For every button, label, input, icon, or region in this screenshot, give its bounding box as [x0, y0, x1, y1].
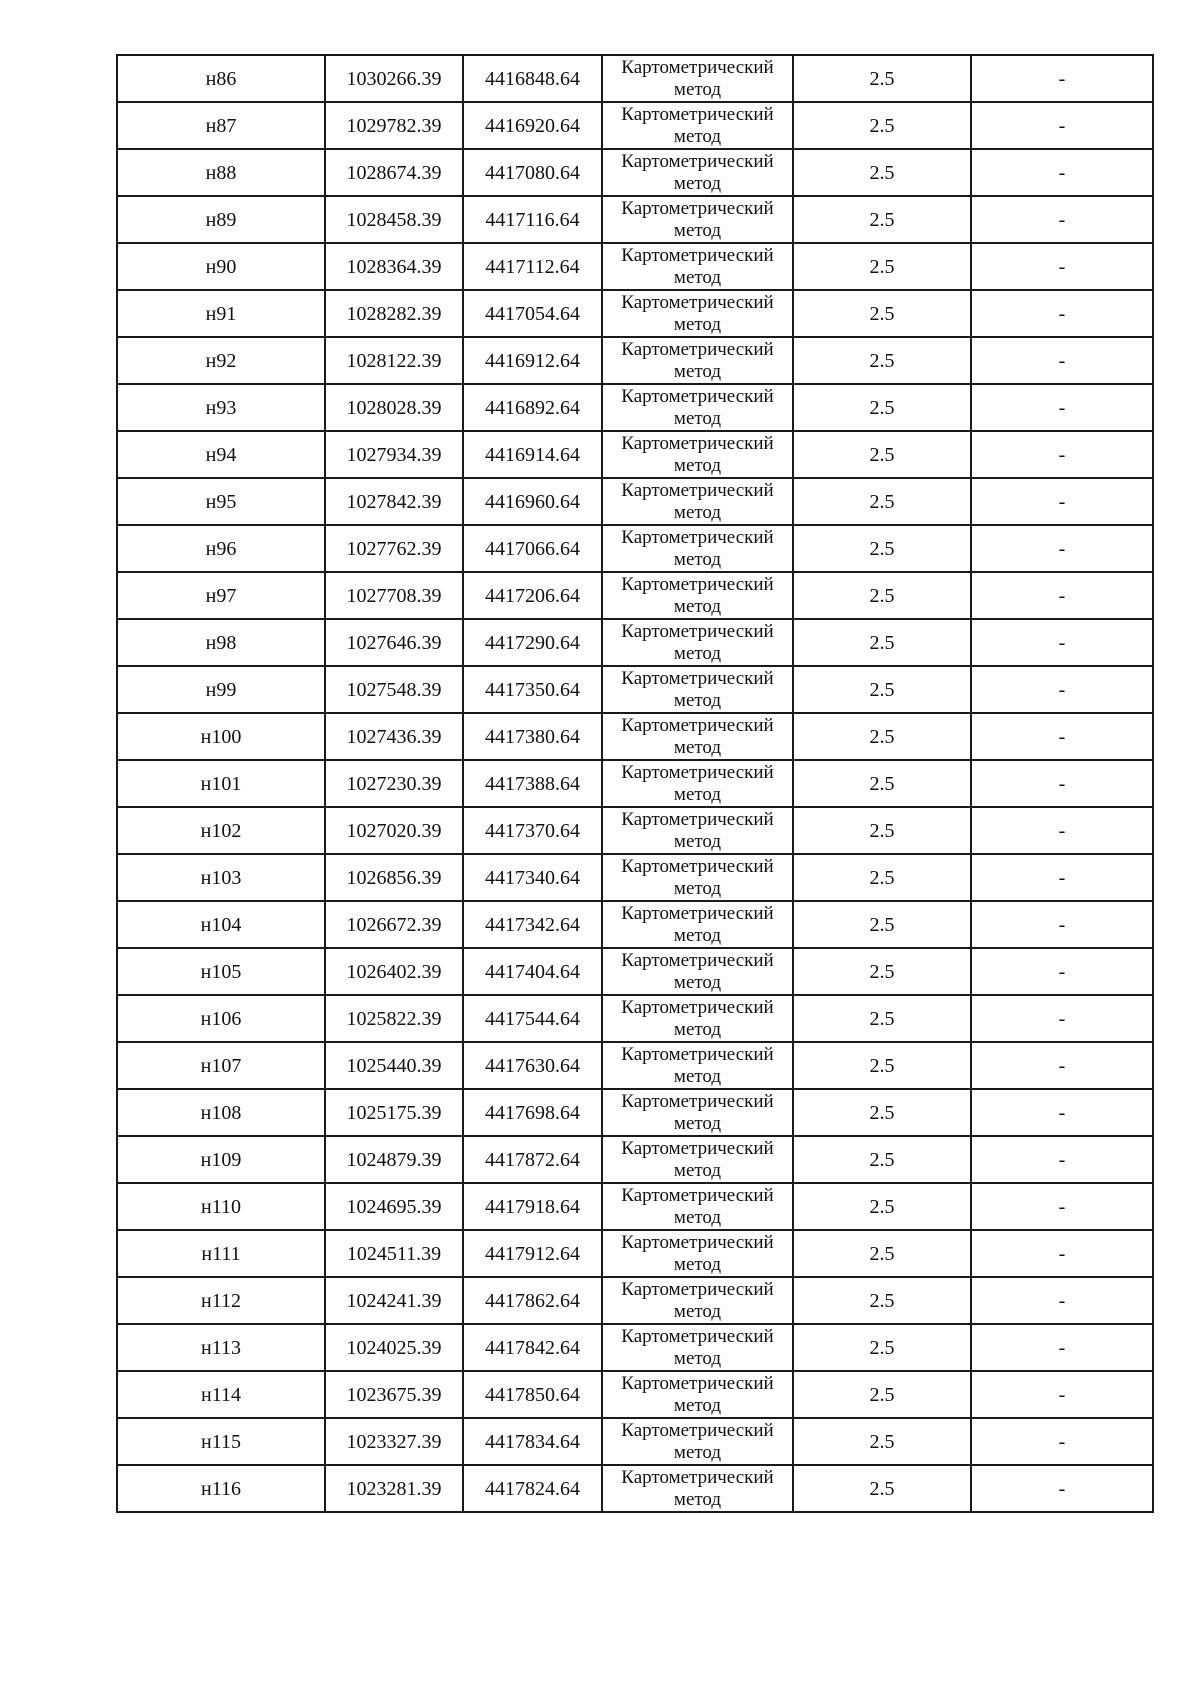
- table-row: [117, 337, 1153, 384]
- x-coordinate-cell: 1024241.39: [325, 1277, 463, 1324]
- precision-cell: 2.5: [793, 1136, 971, 1183]
- precision-cell: 2.5: [793, 55, 971, 102]
- x-coordinate-cell: 1028364.39: [325, 243, 463, 290]
- method-cell: Картометрический метод: [602, 666, 793, 713]
- point-name-cell: н110: [117, 1183, 325, 1230]
- y-coordinate-cell: 4417054.64: [463, 290, 602, 337]
- table-row: [117, 1465, 1153, 1512]
- description-cell: -: [971, 431, 1153, 478]
- description-cell: -: [971, 713, 1153, 760]
- y-coordinate-cell: 4417290.64: [463, 619, 602, 666]
- method-cell: Картометрический метод: [602, 1230, 793, 1277]
- x-coordinate-cell: 1026672.39: [325, 901, 463, 948]
- table-row: [117, 243, 1153, 290]
- table-row: [117, 431, 1153, 478]
- point-name-cell: н88: [117, 149, 325, 196]
- precision-cell: 2.5: [793, 196, 971, 243]
- x-coordinate-cell: 1026856.39: [325, 854, 463, 901]
- table-row: [117, 1371, 1153, 1418]
- description-cell: -: [971, 1418, 1153, 1465]
- description-cell: -: [971, 666, 1153, 713]
- point-name-cell: н116: [117, 1465, 325, 1512]
- precision-cell: 2.5: [793, 995, 971, 1042]
- table-row: [117, 149, 1153, 196]
- description-cell: -: [971, 1136, 1153, 1183]
- x-coordinate-cell: 1024879.39: [325, 1136, 463, 1183]
- method-cell: Картометрический метод: [602, 1277, 793, 1324]
- x-coordinate-cell: 1028122.39: [325, 337, 463, 384]
- description-cell: -: [971, 55, 1153, 102]
- description-cell: -: [971, 807, 1153, 854]
- point-name-cell: н100: [117, 713, 325, 760]
- description-cell: -: [971, 1042, 1153, 1089]
- method-cell: Картометрический метод: [602, 854, 793, 901]
- table-row: [117, 948, 1153, 995]
- y-coordinate-cell: 4416960.64: [463, 478, 602, 525]
- precision-cell: 2.5: [793, 1183, 971, 1230]
- x-coordinate-cell: 1030266.39: [325, 55, 463, 102]
- y-coordinate-cell: 4417912.64: [463, 1230, 602, 1277]
- precision-cell: 2.5: [793, 1371, 971, 1418]
- method-cell: Картометрический метод: [602, 1042, 793, 1089]
- point-name-cell: н108: [117, 1089, 325, 1136]
- description-cell: -: [971, 149, 1153, 196]
- x-coordinate-cell: 1028282.39: [325, 290, 463, 337]
- x-coordinate-cell: 1027020.39: [325, 807, 463, 854]
- description-cell: -: [971, 1324, 1153, 1371]
- method-cell: Картометрический метод: [602, 431, 793, 478]
- precision-cell: 2.5: [793, 243, 971, 290]
- description-cell: -: [971, 384, 1153, 431]
- y-coordinate-cell: 4417404.64: [463, 948, 602, 995]
- precision-cell: 2.5: [793, 948, 971, 995]
- precision-cell: 2.5: [793, 760, 971, 807]
- table-row: [117, 1277, 1153, 1324]
- point-name-cell: н89: [117, 196, 325, 243]
- y-coordinate-cell: 4416892.64: [463, 384, 602, 431]
- table-row: [117, 1089, 1153, 1136]
- description-cell: -: [971, 337, 1153, 384]
- point-name-cell: н92: [117, 337, 325, 384]
- table-row: [117, 572, 1153, 619]
- x-coordinate-cell: 1023281.39: [325, 1465, 463, 1512]
- method-cell: Картометрический метод: [602, 713, 793, 760]
- table-row: [117, 102, 1153, 149]
- coordinates-table: [116, 54, 1154, 1513]
- method-cell: Картометрический метод: [602, 525, 793, 572]
- table-row: [117, 619, 1153, 666]
- description-cell: -: [971, 1277, 1153, 1324]
- point-name-cell: н97: [117, 572, 325, 619]
- point-name-cell: н109: [117, 1136, 325, 1183]
- description-cell: -: [971, 948, 1153, 995]
- x-coordinate-cell: 1023327.39: [325, 1418, 463, 1465]
- precision-cell: 2.5: [793, 525, 971, 572]
- x-coordinate-cell: 1027646.39: [325, 619, 463, 666]
- method-cell: Картометрический метод: [602, 478, 793, 525]
- description-cell: -: [971, 243, 1153, 290]
- y-coordinate-cell: 4417342.64: [463, 901, 602, 948]
- method-cell: Картометрический метод: [602, 948, 793, 995]
- x-coordinate-cell: 1027436.39: [325, 713, 463, 760]
- y-coordinate-cell: 4417698.64: [463, 1089, 602, 1136]
- y-coordinate-cell: 4417630.64: [463, 1042, 602, 1089]
- description-cell: -: [971, 525, 1153, 572]
- precision-cell: 2.5: [793, 1465, 971, 1512]
- method-cell: Картометрический метод: [602, 1136, 793, 1183]
- table-row: [117, 290, 1153, 337]
- x-coordinate-cell: 1027708.39: [325, 572, 463, 619]
- method-cell: Картометрический метод: [602, 1324, 793, 1371]
- y-coordinate-cell: 4417824.64: [463, 1465, 602, 1512]
- description-cell: -: [971, 478, 1153, 525]
- y-coordinate-cell: 4417066.64: [463, 525, 602, 572]
- y-coordinate-cell: 4417918.64: [463, 1183, 602, 1230]
- method-cell: Картометрический метод: [602, 1371, 793, 1418]
- table-row: [117, 713, 1153, 760]
- method-cell: Картометрический метод: [602, 384, 793, 431]
- table-row: [117, 1183, 1153, 1230]
- point-name-cell: н91: [117, 290, 325, 337]
- y-coordinate-cell: 4417834.64: [463, 1418, 602, 1465]
- y-coordinate-cell: 4417544.64: [463, 995, 602, 1042]
- precision-cell: 2.5: [793, 149, 971, 196]
- method-cell: Картометрический метод: [602, 337, 793, 384]
- x-coordinate-cell: 1029782.39: [325, 102, 463, 149]
- precision-cell: 2.5: [793, 478, 971, 525]
- y-coordinate-cell: 4417116.64: [463, 196, 602, 243]
- description-cell: -: [971, 1371, 1153, 1418]
- point-name-cell: н103: [117, 854, 325, 901]
- x-coordinate-cell: 1025175.39: [325, 1089, 463, 1136]
- x-coordinate-cell: 1027230.39: [325, 760, 463, 807]
- point-name-cell: н104: [117, 901, 325, 948]
- y-coordinate-cell: 4417350.64: [463, 666, 602, 713]
- table-row: [117, 478, 1153, 525]
- precision-cell: 2.5: [793, 1277, 971, 1324]
- precision-cell: 2.5: [793, 1324, 971, 1371]
- description-cell: -: [971, 1089, 1153, 1136]
- point-name-cell: н86: [117, 55, 325, 102]
- precision-cell: 2.5: [793, 854, 971, 901]
- description-cell: -: [971, 196, 1153, 243]
- x-coordinate-cell: 1028028.39: [325, 384, 463, 431]
- table-row: [117, 1136, 1153, 1183]
- point-name-cell: н101: [117, 760, 325, 807]
- method-cell: Картометрический метод: [602, 196, 793, 243]
- x-coordinate-cell: 1028458.39: [325, 196, 463, 243]
- point-name-cell: н90: [117, 243, 325, 290]
- method-cell: Картометрический метод: [602, 760, 793, 807]
- point-name-cell: н107: [117, 1042, 325, 1089]
- method-cell: Картометрический метод: [602, 55, 793, 102]
- table-row: [117, 1324, 1153, 1371]
- x-coordinate-cell: 1027548.39: [325, 666, 463, 713]
- method-cell: Картометрический метод: [602, 901, 793, 948]
- y-coordinate-cell: 4416914.64: [463, 431, 602, 478]
- precision-cell: 2.5: [793, 666, 971, 713]
- point-name-cell: н98: [117, 619, 325, 666]
- precision-cell: 2.5: [793, 1230, 971, 1277]
- y-coordinate-cell: 4417842.64: [463, 1324, 602, 1371]
- table-row: [117, 854, 1153, 901]
- table-row: [117, 55, 1153, 102]
- table-row: [117, 995, 1153, 1042]
- table-row: [117, 525, 1153, 572]
- table-row: [117, 1230, 1153, 1277]
- x-coordinate-cell: 1025440.39: [325, 1042, 463, 1089]
- method-cell: Картометрический метод: [602, 290, 793, 337]
- method-cell: Картометрический метод: [602, 243, 793, 290]
- x-coordinate-cell: 1027934.39: [325, 431, 463, 478]
- method-cell: Картометрический метод: [602, 1089, 793, 1136]
- precision-cell: 2.5: [793, 572, 971, 619]
- table-row: [117, 807, 1153, 854]
- y-coordinate-cell: 4417370.64: [463, 807, 602, 854]
- description-cell: -: [971, 290, 1153, 337]
- point-name-cell: н95: [117, 478, 325, 525]
- method-cell: Картометрический метод: [602, 102, 793, 149]
- point-name-cell: н112: [117, 1277, 325, 1324]
- method-cell: Картометрический метод: [602, 149, 793, 196]
- method-cell: Картометрический метод: [602, 1465, 793, 1512]
- y-coordinate-cell: 4417112.64: [463, 243, 602, 290]
- x-coordinate-cell: 1028674.39: [325, 149, 463, 196]
- precision-cell: 2.5: [793, 290, 971, 337]
- x-coordinate-cell: 1026402.39: [325, 948, 463, 995]
- precision-cell: 2.5: [793, 337, 971, 384]
- point-name-cell: н113: [117, 1324, 325, 1371]
- description-cell: -: [971, 854, 1153, 901]
- x-coordinate-cell: 1023675.39: [325, 1371, 463, 1418]
- point-name-cell: н87: [117, 102, 325, 149]
- description-cell: -: [971, 1465, 1153, 1512]
- precision-cell: 2.5: [793, 1089, 971, 1136]
- point-name-cell: н105: [117, 948, 325, 995]
- description-cell: -: [971, 995, 1153, 1042]
- y-coordinate-cell: 4417206.64: [463, 572, 602, 619]
- description-cell: -: [971, 619, 1153, 666]
- method-cell: Картометрический метод: [602, 1418, 793, 1465]
- precision-cell: 2.5: [793, 619, 971, 666]
- y-coordinate-cell: 4417380.64: [463, 713, 602, 760]
- point-name-cell: н102: [117, 807, 325, 854]
- table-row: [117, 384, 1153, 431]
- coordinates-table-body: [117, 55, 1153, 1512]
- table-row: [117, 901, 1153, 948]
- description-cell: -: [971, 102, 1153, 149]
- point-name-cell: н96: [117, 525, 325, 572]
- y-coordinate-cell: 4417862.64: [463, 1277, 602, 1324]
- x-coordinate-cell: 1024025.39: [325, 1324, 463, 1371]
- x-coordinate-cell: 1027842.39: [325, 478, 463, 525]
- precision-cell: 2.5: [793, 901, 971, 948]
- point-name-cell: н94: [117, 431, 325, 478]
- precision-cell: 2.5: [793, 1418, 971, 1465]
- y-coordinate-cell: 4417872.64: [463, 1136, 602, 1183]
- point-name-cell: н106: [117, 995, 325, 1042]
- precision-cell: 2.5: [793, 431, 971, 478]
- table-row: [117, 760, 1153, 807]
- point-name-cell: н114: [117, 1371, 325, 1418]
- y-coordinate-cell: 4417850.64: [463, 1371, 602, 1418]
- table-row: [117, 1418, 1153, 1465]
- y-coordinate-cell: 4416848.64: [463, 55, 602, 102]
- point-name-cell: н115: [117, 1418, 325, 1465]
- description-cell: -: [971, 1183, 1153, 1230]
- precision-cell: 2.5: [793, 713, 971, 760]
- table-row: [117, 666, 1153, 713]
- table-row: [117, 196, 1153, 243]
- method-cell: Картометрический метод: [602, 1183, 793, 1230]
- precision-cell: 2.5: [793, 807, 971, 854]
- y-coordinate-cell: 4417388.64: [463, 760, 602, 807]
- point-name-cell: н93: [117, 384, 325, 431]
- x-coordinate-cell: 1025822.39: [325, 995, 463, 1042]
- method-cell: Картометрический метод: [602, 572, 793, 619]
- x-coordinate-cell: 1024695.39: [325, 1183, 463, 1230]
- description-cell: -: [971, 901, 1153, 948]
- method-cell: Картометрический метод: [602, 619, 793, 666]
- method-cell: Картометрический метод: [602, 807, 793, 854]
- x-coordinate-cell: 1024511.39: [325, 1230, 463, 1277]
- method-cell: Картометрический метод: [602, 995, 793, 1042]
- precision-cell: 2.5: [793, 1042, 971, 1089]
- y-coordinate-cell: 4417080.64: [463, 149, 602, 196]
- table-row: [117, 1042, 1153, 1089]
- description-cell: -: [971, 1230, 1153, 1277]
- description-cell: -: [971, 572, 1153, 619]
- point-name-cell: н99: [117, 666, 325, 713]
- y-coordinate-cell: 4416912.64: [463, 337, 602, 384]
- y-coordinate-cell: 4416920.64: [463, 102, 602, 149]
- y-coordinate-cell: 4417340.64: [463, 854, 602, 901]
- point-name-cell: н111: [117, 1230, 325, 1277]
- x-coordinate-cell: 1027762.39: [325, 525, 463, 572]
- precision-cell: 2.5: [793, 384, 971, 431]
- description-cell: -: [971, 760, 1153, 807]
- precision-cell: 2.5: [793, 102, 971, 149]
